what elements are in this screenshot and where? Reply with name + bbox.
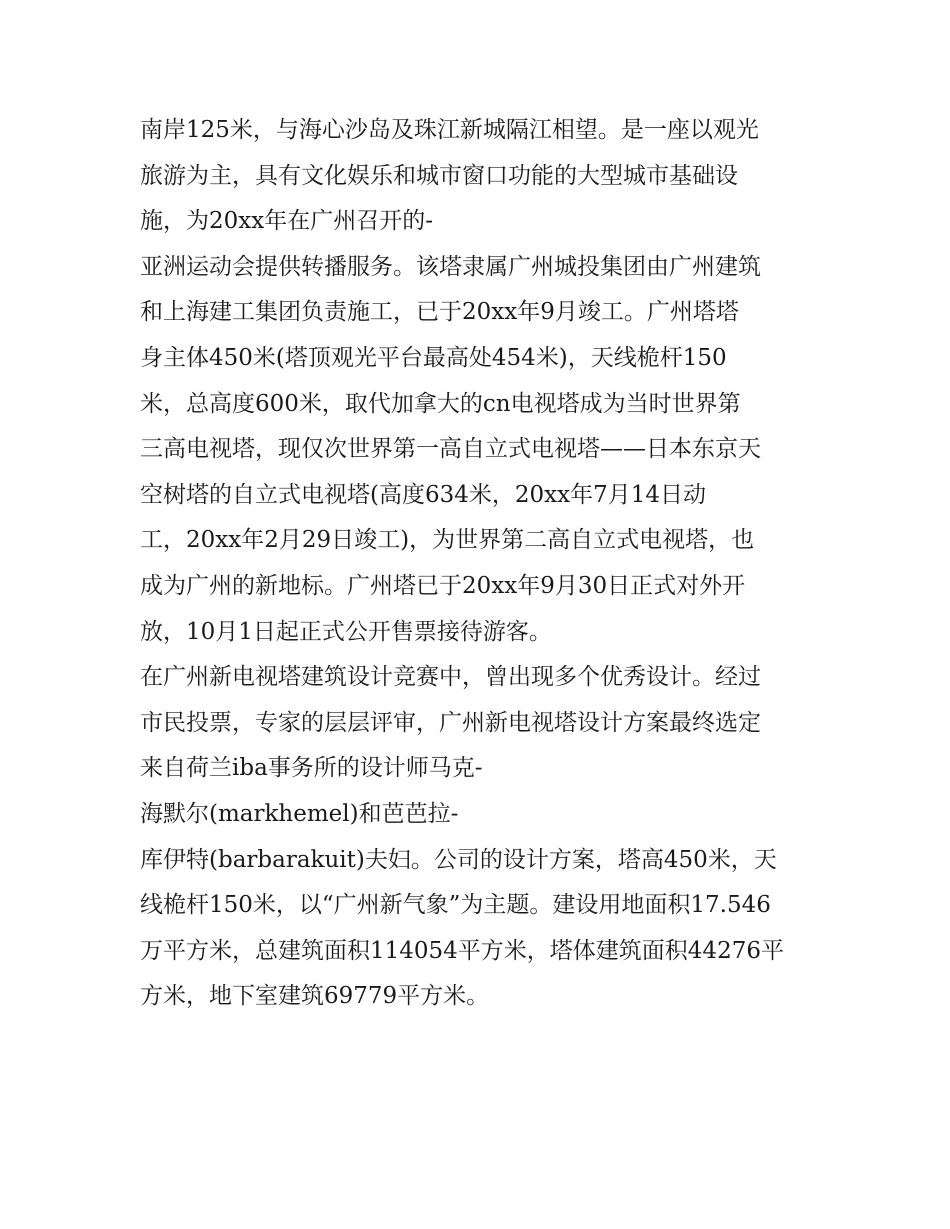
- text-line: 在广州新电视塔建筑设计竞赛中，曾出现多个优秀设计。经过: [140, 664, 761, 691]
- text-line: 市民投票，专家的层层评审，广州新电视塔设计方案最终选定: [140, 709, 761, 736]
- text-line: 施，为20xx年在广州召开的-: [140, 208, 433, 235]
- document-body: [140, 108, 830, 1020]
- text-line: 米，总高度600米，取代加拿大的cn电视塔成为当时世界第: [140, 390, 741, 417]
- text-line: 工，20xx年2月29日竣工)，为世界第二高自立式电视塔，也: [140, 527, 755, 554]
- text-line: 南岸125米，与海心沙岛及珠江新城隔江相望。是一座以观光: [140, 117, 759, 143]
- text-line: 万平方米，总建筑面积114054平方米，塔体建筑面积44276平: [140, 937, 784, 964]
- text-line: 方米，地下室建筑69779平方米。: [140, 983, 490, 1010]
- text-line: 三高电视塔，现仅次世界第一高自立式电视塔——日本东京天: [140, 436, 761, 463]
- text-line: 成为广州的新地标。广州塔已于20xx年9月30日正式对外开: [140, 572, 746, 599]
- text-line: 亚洲运动会提供转播服务。该塔隶属广州城投集团由广州建筑: [140, 253, 761, 280]
- text-line: 旅游为主，具有文化娱乐和城市窗口功能的大型城市基础设: [140, 162, 738, 189]
- text-line: 库伊特(barbarakuit)夫妇。公司的设计方案，塔高450米，天: [140, 846, 777, 873]
- text-line: 来自荷兰iba事务所的设计师马克-: [140, 755, 483, 782]
- text-line: 放，10月1日起正式公开售票接待游客。: [140, 618, 552, 645]
- text-line: 海默尔(markhemel)和芭芭拉-: [140, 800, 459, 827]
- text-line: 和上海建工集团负责施工，已于20xx年9月竣工。广州塔塔: [140, 299, 739, 326]
- text-line: 线桅杆150米，以“广州新气象”为主题。建设用地面积17.546: [140, 892, 771, 919]
- text-line: 身主体450米(塔顶观光平台最高处454米)，天线桅杆150: [140, 344, 727, 371]
- text-line: 空树塔的自立式电视塔(高度634米，20xx年7月14日动: [140, 481, 706, 508]
